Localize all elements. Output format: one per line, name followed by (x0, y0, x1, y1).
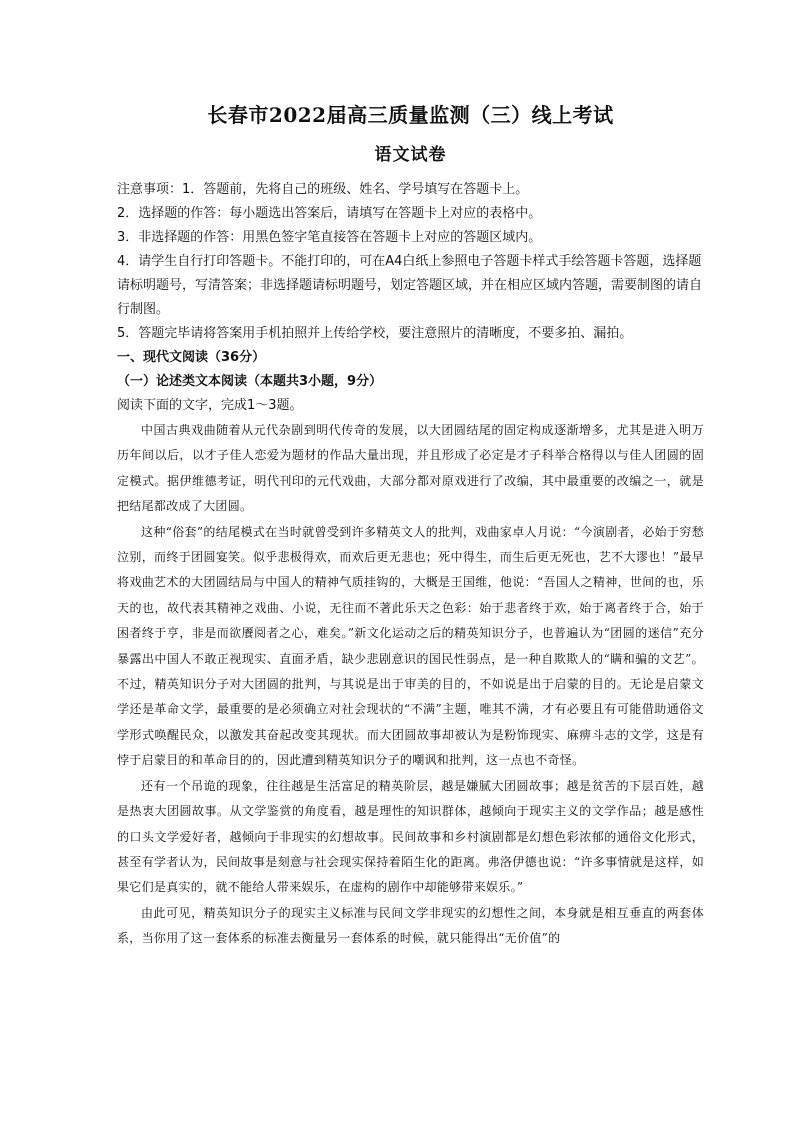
note-4: 4．请学生自行打印答题卡。不能打印的，可在A4白纸上参照电子答题卡样式手绘答题卡答题，选择题请标明题号，写清答案；非选择题请标明题号，划定答题区域，并在相应区域内答题，需要制图的请自行制图。 (117, 254, 703, 317)
subsection-heading: （一）论述类文本阅读（本题共3小题，9分） (117, 374, 383, 389)
passage-paragraph: 这种“俗套”的结尾模式在当时就曾受到许多精英文人的批判，戏曲家卓人月说：“今演剧者，必始于穷愁泣别，而终于团圆宴笑。似乎悲极得欢，而欢后更无悲也；死中得生，而生后更无死也，艺不大谬也！”最早将戏曲艺术的大团圆结局与中国人的精神气质挂钩的，大概是王国维，他说：“吾国人之精神，世间的也，乐天的也，故代表其精神之戏曲、小说，无往而不著此乐天之色彩：始于悲者终于欢，始于离者终于合，始于困者终于亨，非是而欲餍阅者之心，难矣。”新文化运动之后的精英知识分子，也普遍认为“团圆的迷信”充分暴露出中国人不敢正视现实、直面矛盾，缺少悲剧意识的国民性弱点，是一种自欺欺人的“瞒和骗的文艺”。不过，精英知识分子对大团圆的批判，与其说是出于审美的目的，不如说是出于启蒙的目的。无论是启蒙文学还是革命文学，最重要的是必须确立对社会现状的“不满”主题，唯其不满，才有必要且有可能借助通俗文学形式唤醒民众，以激发其奋起改变其现状。而大团圆故事却被认为是粉饰现实、麻痹斗志的文学，这是有悖于启蒙目的和革命目的的，因此遭到精英知识分子的嘲讽和批判，这一点也不奇怪。 (117, 524, 704, 768)
reading-instruction: 阅读下面的文字，完成1～3题。 (117, 398, 303, 413)
note-2: 2．选择题的作答：每小题选出答案后，请填写在答题卡上对应的表格中。 (117, 206, 542, 221)
note-3: 3．非选择题的作答：用黑色签字笔直接答在答题卡上对应的答题区域内。 (117, 230, 542, 245)
section-heading: 一、现代文阅读（36分） (117, 350, 266, 365)
exam-notes (117, 178, 704, 346)
exam-title: 长春市2022届高三质量监测（三）线上考试 (207, 103, 614, 127)
passage-paragraph: 还有一个吊诡的现象，往往越是生活富足的精英阶层，越是嫌腻大团圆故事；越是贫苦的下层百姓，越是热衷大团圆故事。从文学鉴赏的角度看，越是理性的知识群体，越倾向于现实主义的文学作品；越是感性的口头文学爱好者，越倾向于非现实的幻想故事。民间故事和乡村演剧都是幻想色彩浓郁的通俗文化形式，甚至有学者认为，民间故事是刻意与社会现实保持着陌生化的距离。弗洛伊德也说：“许多事情就是这样，如果它们是真实的，就不能给人带来娱乐，在虚构的剧作中却能够带来娱乐。” (117, 778, 704, 895)
reading-passage (117, 418, 704, 952)
note-5: 5．答题完毕请将答案用手机拍照并上传给学校，要注意照片的清晰度，不要多拍、漏拍。 (117, 326, 633, 341)
note-1: 注意事项：1．答题前，先将自己的班级、姓名、学号填写在答题卡上。 (117, 182, 529, 197)
exam-subtitle: 语文试卷 (374, 145, 447, 165)
passage-paragraph: 中国古典戏曲随着从元代杂剧到明代传奇的发展，以大团圆结尾的固定构成逐渐增多，尤其是进入明万历年间以后，以才子佳人恋爱为题材的作品大量出现，并且形成了必定是才子科举合格得以与佳人团圆的固定模式。据伊维德考证，明代刊印的元代戏曲，大部分都对原戏进行了改编，其中最重要的改编之一，就是把结尾都改成了大团圆。 (117, 423, 704, 514)
passage-paragraph: 由此可见，精英知识分子的现实主义标准与民间文学非现实的幻想性之间，本身就是相互垂直的两套体系，当你用了这一套体系的标准去衡量另一套体系的时候，就只能得出“无价值”的 (117, 905, 704, 946)
